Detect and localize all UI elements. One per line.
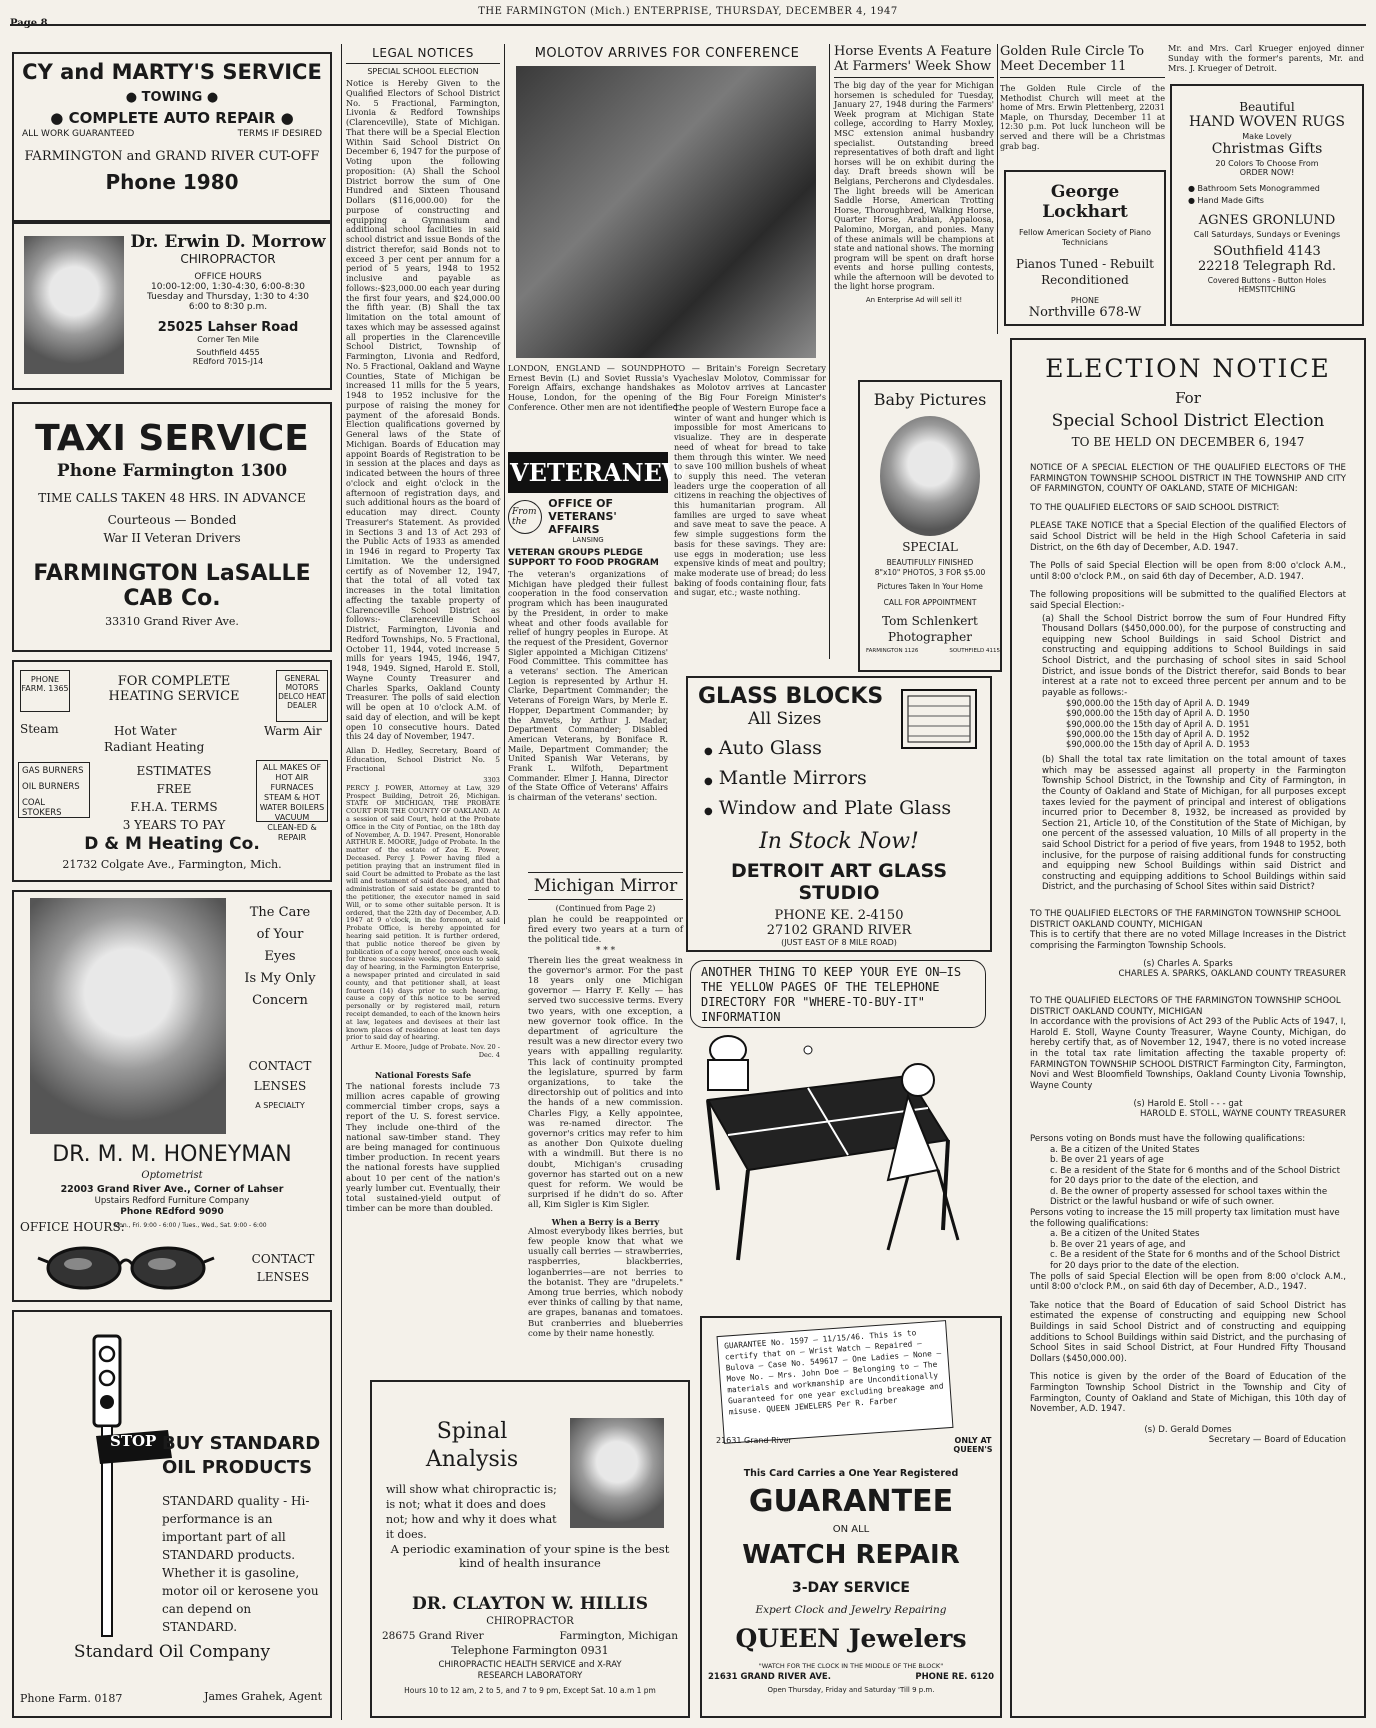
molotov-caption: LONDON, ENGLAND — SOUNDPHOTO — Britain's Foreign Secretary Ernest Bevin (L) and Soviet Russia's Vyacheslav Molotov, Commissar for Foreign Affairs, exchange handshakes as Molotov arrives at Lancaster House, London, for the opening of the Big Four Foreign Minister's Conference. Other men are not identified. xyxy=(508,363,826,412)
honeyman-care-line: of Your xyxy=(256,927,304,942)
election-please: PLEASE TAKE NOTICE that a Special Election of the qualified Electors of said School District will be held in the High School Cafeteria in said District, on the 6th day of December, A.D. 1947. xyxy=(1030,521,1346,553)
taxi-company: FARMINGTON LaSALLE CAB Co. xyxy=(33,561,311,611)
honeyman-hours-label: OFFICE HOURS: xyxy=(20,1220,125,1234)
horse-text: The big day of the year for Michigan horsemen is scheduled for Tuesday, January 27, 1948 during the Farmers' Week program at Michigan State college, according to Harry Moxley, MSC extension animal husbandry specialist. Outstanding breed representatives of both draft and light horses will be on exhibit during the day. Draft breeds shown will be Belgians, Percherons and Clydesdales. The light breeds will be American Saddle Horse, American Trotting Horse, Thoroughbred, Walking Horse, Quarter Horse, Arabian, Appaloosa, Palomino, Morgan, and ponies. Many of these animals will be champions at state and national shows. The morning program will be spent on draft horse events and horse pulling contests, while the afternoon will be devoted to the light horse program. xyxy=(834,80,994,292)
election-special: Special School District Election xyxy=(1051,411,1325,431)
masthead xyxy=(10,6,1366,36)
cy-marty-guaranteed: ALL WORK GUARANTEED xyxy=(22,129,135,139)
golden-rule xyxy=(1000,77,1165,78)
heating-header xyxy=(74,674,274,704)
rugs-title: HAND WOVEN RUGS xyxy=(1188,114,1345,130)
election-oakland-head: TO THE QUALIFIED ELECTORS OF THE FARMINGTON TOWNSHIP SCHOOL DISTRICT OAKLAND COUNTY, MICHIGAN xyxy=(1030,909,1341,930)
honeyman-care-line: The Care xyxy=(249,905,311,920)
rugs-items xyxy=(1188,183,1362,207)
honeyman-upstairs: Upstairs Redford Furniture Company xyxy=(94,1196,250,1206)
baby-photographer: Photographer xyxy=(888,630,972,644)
morrow-hours1: 10:00-12:00, 1:30-4:30, 6:00-8:30 xyxy=(151,282,305,292)
queen-open: Open Thursday, Friday and Saturday 'Till 9 p.m. xyxy=(767,1686,935,1694)
glass-address: 27102 GRAND RIVER xyxy=(766,923,912,938)
election-oakland-text: This is to certify that there are no voted Millage Increases in the District comprising the Farmington Township Schools. xyxy=(1030,930,1346,951)
spinal-title2: Analysis xyxy=(425,1447,519,1472)
rugs-phone: SOuthfield 4143 xyxy=(1213,244,1321,259)
sparks-signature: (s) Charles A. Sparks xyxy=(1143,959,1233,970)
morrow-name: Dr. Erwin D. Morrow xyxy=(130,232,326,252)
queen-day: 3-DAY SERVICE xyxy=(792,1580,910,1596)
hillis-portrait xyxy=(570,1418,664,1528)
legal-header-rule xyxy=(346,63,500,64)
honeyman-specialty: A SPECIALTY xyxy=(255,1101,305,1110)
spinal-analysis-ad xyxy=(370,1380,690,1718)
heating-address: 21732 Colgate Ave., Farmington, Mich. xyxy=(62,858,282,871)
baby-title: Baby Pictures xyxy=(873,390,987,409)
rugs-make: Make Lovely xyxy=(1242,132,1292,141)
domes-signature: (s) D. Gerald Domes xyxy=(1144,1424,1232,1435)
queen-name: QUEEN Jewelers xyxy=(735,1624,967,1653)
spinal-title xyxy=(392,1418,552,1474)
veteranews-office-row xyxy=(508,497,668,536)
glass-block-icon xyxy=(900,688,978,750)
veteranews-lansing: LANSING xyxy=(572,536,604,544)
cy-marty-terms: TERMS IF DESIRED xyxy=(237,129,322,139)
heating-left-item: COAL STOKERS xyxy=(22,798,62,818)
glass-company: DETROIT ART GLASS STUDIO xyxy=(730,860,948,904)
election-title: ELECTION NOTICE xyxy=(1045,354,1331,383)
probate-text: PERCY J. POWER, Attorney at Law, 329 Prospect Building, Detroit 26, Michigan. STATE OF MICHIGAN, THE PROBATE COURT FOR THE COUNTY OF OAKLAND. At a session of said Court, held at the Probate Office in the City of Pontiac, on the 18th day of November, A. D. 1947. Present, Honorable ARTHUR E. MOORE, Judge of Probate. In the matter of the estate of Zoa E. Power, Deceased. Percy J. Power having filed a petition praying that an instrument filed in said Court be admitted to Probate as the last will and testament of said deceased, and that administration of said estate be granted to the petitioner, the executor named in said Will, or to some other suitable person. It is ordered, that the 22th day of December, A.D. 1947 at 9 o'clock, in the forenoon, at said Probate Office, is hereby appointed for hearing said petition. It is further ordered, that public notice thereof be given by publication of a copy hereof, once each week, for three successive weeks, previous to said day of hearing, in the Farmington Enterprise, a newspaper printed and circulated in said county, and that petitioner shall, at least fourteen (14) days prior to such hearing, cause a copy of this notice to be served personally or by registered mail, return receipt demanded, to each of the known heirs at law, legatees and devisees at their last known places of residence at least ten days prior to said day of hearing. xyxy=(346,783,500,1042)
election-payment: $90,000.00 the 15th day of April A. D. 1951 xyxy=(1066,718,1250,729)
molotov-headline: MOLOTOV ARRIVES FOR CONFERENCE xyxy=(534,46,800,61)
stoll-signature: (s) Harold E. Stoll - - - gat xyxy=(1133,1099,1243,1110)
cy-marty-title: CY and MARTY'S SERVICE xyxy=(22,60,322,84)
heating-company: D & M Heating Co. xyxy=(84,834,260,854)
column-rule xyxy=(341,44,342,1720)
queen-jewelers-ad xyxy=(700,1316,1002,1718)
hillis-city: Farmington, Michigan xyxy=(559,1630,678,1642)
horse-events-story xyxy=(834,44,994,374)
queen-phone: PHONE RE. 6120 xyxy=(915,1672,994,1682)
rugs-buttons: Covered Buttons - Button Holes xyxy=(1207,276,1327,285)
baby-home: Pictures Taken In Your Home xyxy=(877,582,983,591)
election-payment: $90,000.00 the 15th day of April A. D. 1953 xyxy=(1066,739,1250,750)
spinal-show: will show what chiropractic is; is not; what it does and does not; how and why it does what it does. xyxy=(386,1483,557,1541)
morrow-hours-label: OFFICE HOURS xyxy=(194,272,262,282)
queen-on-all: ON ALL xyxy=(832,1524,870,1535)
election-to: TO THE QUALIFIED ELECTORS OF SAID SCHOOL DISTRICT: xyxy=(1030,502,1280,513)
heating-service: HEATING SERVICE xyxy=(108,689,240,704)
mirror-continued: (Continued from Page 2) xyxy=(555,904,656,913)
mirror-separator: * * * xyxy=(595,945,616,956)
cy-marty-location: FARMINGTON and GRAND RIVER CUT-OFF xyxy=(24,149,320,164)
veteranews-logo: VETERANEWS xyxy=(508,452,668,493)
election-notice-text: NOTICE OF A SPECIAL ELECTION OF THE QUALIFIED ELECTORS OF THE FARMINGTON TOWNSHIP SCHOOL DISTRICT IN THE TOWNSHIP AND CITY OF FARMINGTON, COUNTY OF OAKLAND, STATE OF MICHIGAN: xyxy=(1030,463,1346,495)
rugs-order: ORDER NOW! xyxy=(1239,168,1295,177)
eyeglasses-icon xyxy=(38,1242,214,1292)
morrow-corner: Corner Ten Mile xyxy=(197,335,259,344)
veteranews-from: From the xyxy=(508,500,542,534)
honeyman-contact2 xyxy=(236,1250,330,1286)
honeyman-care xyxy=(232,902,328,1012)
lockhart-phone-label: PHONE xyxy=(1070,296,1100,305)
heating-free: FREE xyxy=(156,782,192,796)
glass-stock: In Stock Now! xyxy=(759,829,919,854)
masthead-line: THE FARMINGTON (Mich.) ENTERPRISE, THURSDAY, DECEMBER 4, 1947 xyxy=(478,6,898,17)
column-rule xyxy=(504,44,505,924)
rugs-colors: 20 Colors To Choose From xyxy=(1215,159,1319,168)
hillis-address: 28675 Grand River xyxy=(382,1630,484,1642)
heating-gm-box: GENERAL MOTORS DELCO HEAT DEALER xyxy=(276,670,328,722)
molotov-photo xyxy=(516,66,816,358)
heating-warm-air: Warm Air xyxy=(264,724,322,738)
glass-title: GLASS BLOCKS xyxy=(698,684,884,709)
rugs-address: 22218 Telegraph Rd. xyxy=(1197,259,1337,274)
heating-years: 3 YEARS TO PAY xyxy=(122,818,226,832)
honeyman-care-line: Concern xyxy=(252,993,308,1008)
cy-marty-repair: ● COMPLETE AUTO REPAIR ● xyxy=(50,109,294,127)
hillis-service: CHIROPRACTIC HEALTH SERVICE and X-RAY RESEARCH LABORATORY xyxy=(438,1660,622,1681)
mill-item: a. Be a citizen of the United States xyxy=(1050,1229,1200,1240)
legal-notices-column xyxy=(346,46,500,1296)
mirror-text: plan he could be reappointed or fired every two years at a turn of the political tide. xyxy=(528,915,683,946)
honeyman-lenses: LENSES xyxy=(253,1079,307,1093)
guarantee-card: GUARANTEE No. 1597 — 11/15/46. This is to certify that on — Wrist Watch — Repaired — Bulova — Case No. 549617 — One Ladies — None — Move No. — Mrs. John Doe — Belonging to — The materials and workmanship are Unconditionally Guaranteed for one year excluding breakage and misuse. QUEEN JEWELERS Per R. Farber xyxy=(717,1320,954,1444)
election-prop-a: (a) Shall the School District borrow the sum of Four Hundred Fifty Thousand Dollars ($450,000.00), for the purpose of constructing and equipping new School Buildings in said School District and constructing and equipping additions to School Buildings in said School District, and the purchasing of school sites in said School District, and issue bonds of the District therefor, said Bonds to bear interest at a rate not to exceed three percent per annum and to be payable as follows:- xyxy=(1042,613,1346,698)
legal-header: LEGAL NOTICES xyxy=(372,46,474,60)
lockhart-ad xyxy=(1004,170,1166,326)
election-payments xyxy=(1066,698,1346,749)
column-rule xyxy=(829,44,830,659)
column-rule xyxy=(997,44,998,334)
honeyman-address: 22003 Grand River Ave., Corner of Lahser xyxy=(60,1184,284,1195)
honeyman-care-line: Is My Only xyxy=(244,971,316,986)
spinal-title1: Spinal xyxy=(436,1419,508,1444)
cy-marty-towing: ● TOWING ● xyxy=(125,90,219,105)
rugs-item: ● Bathroom Sets Monogrammed xyxy=(1188,183,1362,195)
rugs-item: ● Hand Made Gifts xyxy=(1188,195,1362,207)
veteranews-story xyxy=(508,452,707,922)
mill-list xyxy=(1050,1229,1346,1271)
bonds-item: b. Be over 21 years of age xyxy=(1050,1155,1164,1166)
legal-signature: Allan D. Hedley, Secretary, Board of Education, School District No. 5 Fractional xyxy=(346,746,500,773)
heating-left-list xyxy=(18,762,90,818)
veteranews-office: OFFICE OF VETERANS' AFFAIRS xyxy=(548,497,617,536)
queen-carries: This Card Carries a One Year Registered xyxy=(743,1468,959,1479)
forests-text: The national forests include 73 million acres capable of growing commercial timber crops, says a report of the U. S. forest service. They include one-third of the national saw-timber stand. They are being managed for continuous timber production. In recent years the national forests have supplied about 10 per cent of the nation's yearly lumber cut. Eventually, their total sustained-yield output of timber can be more than doubled. xyxy=(346,1081,500,1215)
heating-estimates: ESTIMATES xyxy=(136,764,212,778)
baby-name: Tom Schlenkert xyxy=(882,614,978,628)
forests-title: National Forests Safe xyxy=(374,1069,472,1080)
domes-title: Secretary — Board of Education xyxy=(1208,1434,1346,1445)
hillis-name: DR. CLAYTON W. HILLIS xyxy=(411,1594,649,1614)
queen-watch-repair: WATCH REPAIR xyxy=(742,1540,960,1570)
morrow-ad xyxy=(12,222,332,390)
queen-address: 21631 GRAND RIVER AVE. xyxy=(708,1672,831,1682)
morrow-hours2: Tuesday and Thursday, 1:30 to 4:30 xyxy=(146,292,310,302)
horse-tagline: An Enterprise Ad will sell it! xyxy=(865,296,963,305)
bonds-head: Persons voting on Bonds must have the following qualifications: xyxy=(1030,1133,1306,1144)
election-payment: $90,000.00 the 15th day of April A. D. 1950 xyxy=(1066,708,1250,719)
morrow-address: 25025 Lahser Road xyxy=(157,320,299,335)
lockhart-society: Fellow American Society of Piano Technicians xyxy=(1018,228,1152,247)
rugs-beautiful: Beautiful xyxy=(1239,100,1295,114)
veteranews-headline: VETERAN GROUPS PLEDGE SUPPORT TO FOOD PROGRAM xyxy=(508,548,659,568)
queen-watch-clock: "WATCH FOR THE CLOCK IN THE MIDDLE OF THE BLOCK" xyxy=(758,1662,944,1670)
honeyman-contact2-text: CONTACT xyxy=(251,1252,315,1266)
bonds-list xyxy=(1050,1145,1346,1209)
mill-item: c. Be a resident of the State for 6 months and of the School District for 20 days prior to the date of the election. xyxy=(1050,1250,1340,1272)
stoll-title: HAROLD E. STOLL, WAYNE COUNTY TREASURER xyxy=(1139,1109,1346,1120)
hillis-title: CHIROPRACTOR xyxy=(486,1616,574,1627)
probate-signature: Arthur E. Moore, Judge of Probate. Nov. 20 - Dec. 4 xyxy=(350,1043,500,1059)
golden-rule-story xyxy=(1000,44,1165,164)
rugs-hem: HEMSTITCHING xyxy=(1238,285,1296,294)
queen-guarantee: GUARANTEE xyxy=(748,1484,954,1519)
standard-company: Standard Oil Company xyxy=(73,1642,271,1662)
taxi-ad xyxy=(12,402,332,652)
standard-oil-ad xyxy=(12,1310,332,1718)
michigan-mirror-story xyxy=(528,872,683,1360)
honeyman-lenses2-text: LENSES xyxy=(256,1270,310,1284)
morrow-text xyxy=(129,232,327,366)
honeyman-care-line: Eyes xyxy=(264,949,296,964)
heating-hot-water: Hot Water xyxy=(114,724,177,738)
masthead-rule xyxy=(10,24,1366,26)
bonds-item: c. Be a resident of the State for 6 months and of the School District for 20 days prior to the date of the election, and xyxy=(1050,1165,1340,1187)
morrow-portrait xyxy=(24,236,124,374)
hillis-hours: Hours 10 to 12 am, 2 to 5, and 7 to 9 pm, Except Sat. 10 a.m 1 pm xyxy=(404,1686,656,1695)
standard-phone: Phone Farm. 0187 xyxy=(20,1692,123,1705)
hand-woven-rugs-ad xyxy=(1170,84,1364,326)
baby-photos: 8"x10" PHOTOS, 3 FOR $5.00 xyxy=(874,568,986,577)
standard-body: STANDARD quality - Hi-performance is an important part of all STANDARD products. Whether it is gasoline, motor oil or kerosene you can depend on STANDARD. xyxy=(162,1494,319,1634)
taxi-drivers: War II Veteran Drivers xyxy=(103,531,241,545)
taxi-address: 33310 Grand River Ave. xyxy=(105,615,239,628)
spinal-periodic: A periodic examination of your spine is the best kind of health insurance xyxy=(390,1542,670,1570)
election-for: For xyxy=(1175,389,1201,407)
glass-item: ● Mantle Mirrors xyxy=(704,767,867,789)
election-payment: $90,000.00 the 15th day of April A. D. 1952 xyxy=(1066,728,1250,739)
mirror-title: Michigan Mirror xyxy=(528,872,683,900)
heating-center xyxy=(94,762,254,834)
morrow-title: CHIROPRACTOR xyxy=(180,252,276,266)
berry-title: When a Berry is a Berry xyxy=(551,1216,660,1227)
rugs-call: Call Saturdays, Sundays or Evenings xyxy=(1193,230,1341,239)
honeyman-portrait xyxy=(30,898,226,1134)
taxi-title: TAXI SERVICE xyxy=(35,418,309,459)
heating-left-item: OIL BURNERS xyxy=(22,782,80,792)
standard-agent: James Grahek, Agent xyxy=(204,1690,322,1703)
hillis-phone: Telephone Farmington 0931 xyxy=(451,1644,609,1657)
taxi-phone: Phone Farmington 1300 xyxy=(56,461,288,481)
baby-pictures-ad xyxy=(858,380,1002,672)
yellow-pages-cartoon xyxy=(688,958,988,1284)
baby-phone-left: FARMINGTON 1126 xyxy=(866,648,919,654)
glass-sizes: All Sizes xyxy=(748,709,822,729)
baby-special: SPECIAL xyxy=(902,540,958,554)
election-payment: $90,000.00 the 15th day of April A. D. 1949 xyxy=(1066,698,1250,709)
cy-marty-terms-row xyxy=(22,129,322,139)
veteranews-text: The veteran's organizations of Michigan have pledged their fullest cooperation in the food conservation program which has been inaugurated by the President, in order to make wheat and other foods available for relief of hungry peoples in Europe. At the request of the President, Governor Sigler appointed a Michigan Citizens' Food Committee. This committee has a veterans' section. The American Legion is represented by Arthur H. Clarke, Department Commander; the Veterans of Foreign Wars, by Merle E. Hopper, Department Commander; by the Amvets, by Arthur J. Madar, Department Commander; Disabled American Veterans, by Boniface R. Maile, Department Commander; the United Spanish War Veterans, by Frank L. Wilfoth, Department Commander. Elmer J. Hanna, Director of the State Office of Veterans' Affairs is chairman of the veterans' section. xyxy=(508,569,668,803)
election-following: The following propositions will be submitted to the qualified Electors at said Special Election:- xyxy=(1030,590,1346,611)
golden-headline: Golden Rule Circle To Meet December 11 xyxy=(1000,44,1145,74)
glass-item: ● Window and Plate Glass xyxy=(704,797,952,819)
election-held: TO BE HELD ON DECEMBER 6, 1947 xyxy=(1071,435,1305,449)
heating-right-list: ALL MAKES OF HOT AIR FURNACES STEAM & HOT WATER BOILERS VACUUM CLEAN-ED & REPAIR xyxy=(256,760,328,822)
heating-ad xyxy=(12,660,332,882)
krueger-item: Mr. and Mrs. Carl Krueger enjoyed dinner Sunday with the former's parents, Mr. and Mrs. J. Krueger of Detroit. xyxy=(1168,43,1364,73)
cy-marty-phone: Phone 1980 xyxy=(105,170,239,194)
baby-finished: BEAUTIFULLY FINISHED xyxy=(886,558,974,567)
sparks-title: CHARLES A. SPARKS, OAKLAND COUNTY TREASURER xyxy=(1118,969,1346,980)
ping-pong-cartoon-icon xyxy=(688,1030,988,1282)
taxi-courteous: Courteous — Bonded xyxy=(107,513,237,527)
glass-east: (JUST EAST OF 8 MILE ROAD) xyxy=(781,938,897,947)
rugs-gifts: Christmas Gifts xyxy=(1211,141,1323,157)
lockhart-tuned: Pianos Tuned - Rebuilt Reconditioned xyxy=(1016,257,1154,287)
baby-photo xyxy=(880,416,980,536)
probate-number: 3303 xyxy=(483,776,500,784)
election-wayne-head: TO THE QUALIFIED ELECTORS OF THE FARMINGTON TOWNSHIP SCHOOL DISTRICT OAKLAND COUNTY, MICHIGAN xyxy=(1030,995,1341,1017)
honeyman-ad xyxy=(12,890,332,1302)
honeyman-contact-block xyxy=(232,1056,328,1116)
election-wayne-text: In accordance with the provisions of Act 293 of the Public Acts of 1947, I, Harold E. Stoll, Wayne County Treasurer, Wayne County, Michigan, do hereby certify that, as of November 12, 1947, there is no voted increase in the total tax rate limitation affecting the taxable property of: FARMINGTON TOWNSHIP SCHOOL DISTRICT Farmington City, Farmington, Novi and West Bloomfield Townships, Oakland County Livonia Township, Wayne County xyxy=(1030,1017,1346,1091)
cy-marty-ad xyxy=(12,52,332,222)
mirror-text2: Therein lies the great weakness in the governor's armor. For the past 18 years only one Michigan governor — Harry F. Kelly — has served two successive terms. Every two years, with one exception, a new governor took office. In the department of agriculture the result was a new director every two years with appalling regularity. This lack of continuity prompted the legislature, spurred by farm organizations, to take the directorship out of politics and into the hands of a new commission. Charles Figy, a Kelly appointee, was re-named director. The governor's critics may refer to him as another Don Quixote dueling with a windmill. But there is no doubt, Michigan's crusading governor has started out on a new quest for reform. We would be surprised if he didn't do so. After all, Kim Sigler is Kim Sigler. xyxy=(528,955,683,1211)
election-polls2: The polls of said Special Election will be open from 8:00 o'clock A.M., until 8:00 o'clock P.M., on said 6th day of December, A.D., 1947. xyxy=(1030,1271,1346,1293)
election-prop-b: (b) Shall the total tax rate limitation on the total amount of taxes which may be assessed against all property in the Farmington Township School District, in the Township and City of Farmington, in the County of Oakland and State of Michigan, for all purposes except taxes levied for the payment of principal and interest of obligations incurred prior to December 8, 1932, be increased as provided by Section 21, Article 10, of the Constitution of the State of Michigan, by one percent of the assessed valuation, 10 Mills of all property in the said School District for a period of five years, from 1948 to 1952, both inclusive, for the purpose of raising additional funds for constructing and equipping new School Buildings within said District and constructing and equipping additions to School Buildings within said District, and the purchasing of School Sites within said District? xyxy=(1042,755,1346,893)
honeyman-hours-detail: Mon., Fri. 9:00 - 6:00 / Tues., Wed., Sat. 9:00 - 6:00 xyxy=(114,1222,267,1229)
heating-phone-box: PHONE FARM. 1365 xyxy=(20,670,70,712)
legal-subheader: SPECIAL SCHOOL ELECTION xyxy=(367,67,479,76)
glass-phone: PHONE KE. 2-4150 xyxy=(774,908,904,923)
election-given: This notice is given by the order of the Board of Education of the Farmington Township School District in the Township and City of Farmington, County of Oakland and State of Michigan, this 10th day of November, A.D. 1947. xyxy=(1030,1372,1346,1415)
morrow-phone2: REdford 7015-J14 xyxy=(192,357,264,366)
baby-phone-right: SOUTHFIELD 4115 xyxy=(949,648,1000,654)
taxi-calls: TIME CALLS TAKEN 48 HRS. IN ADVANCE xyxy=(38,491,306,505)
election-take: Take notice that the Board of Education of said School District has estimated the expense of constructing and equipping new School Buildings in said School District and of constructing and equipping additions to School Buildings within said District, and the purchasing of School Sites in said School District, at Four Hundred Fifty Thousand Dollars ($450,000.00). xyxy=(1030,1300,1346,1364)
election-notice xyxy=(1010,338,1366,1718)
honeyman-name: DR. M. M. HONEYMAN xyxy=(52,1142,292,1167)
horse-headline: Horse Events A Feature At Farmers' Week Show xyxy=(834,44,992,74)
queen-expert: Expert Clock and Jewelry Repairing xyxy=(755,1604,947,1616)
mill-item: b. Be over 21 years of age, and xyxy=(1050,1239,1186,1250)
honeyman-contact: CONTACT xyxy=(248,1059,312,1073)
mill-head: Persons voting to increase the 15 mill property tax limitation must have the following qualifications: xyxy=(1030,1208,1340,1229)
horse-rule xyxy=(834,77,994,78)
morrow-hours3: 6:00 to 8:30 p.m. xyxy=(188,302,268,312)
guarantee-card-address: 21631 Grand River xyxy=(716,1436,792,1445)
standard-headline: BUY STANDARD OIL PRODUCTS xyxy=(162,1433,321,1478)
election-polls: The Polls of said Special Election will be open from 8:00 o'clock A.M., until 8:00 o'clock P.M., on said 6th day of December, A.D. 1947. xyxy=(1030,561,1346,582)
legal-notice-text: Notice is Hereby Given to the Qualified Electors of School District No. 5 Fractional, Farmington, Livonia & Redford Townships (Clarenceville), State of Michigan. That there will be a Special Election Within Said School District On December 6, 1947 for the purpose of Voting upon the following proposition: (A) Shall the School District borrow the sum of One Hundred and Sixteen Thousand Dollars ($116,000.00) for the purpose of constructing and equipping a Gymnasium and additional school facilities in said school district and issue Bonds of the district therefor, said Bonds not to exceed 3 per cent per annum for a period of 5 years, 1948 to 1952 inclusive and payable as follows:-$23,000.00 each year during the first four years, and $24,000.00 the fifth year. (B) Shall the tax limitation on the total amount of taxes which may be assessed against all properties in the Clarenceville School District, Township of Farmington, Livonia and Redford, No. 5 Fractional, Oakland and Wayne Counties, State of Michigan be increased 11 mills for the 5 years, 1948 to 1952 inclusive for the purpose of raising the money for payment of the aforesaid Bonds. Election qualifications governed by General laws of the State of Michigan. Boards of Education may appoint Boards of Registration to be in session at the places and days as indicated between the hours of three o'clock and eight o'clock in the afternoon of registration days, and such additional hours as the board of education may direct. County Treasurer's Statement. As provided in Sections 3 and 13 of Act 293 of the Public Acts of 1933 as amended in 1946 in regard to Property Tax Limitation. We the undersigned certify as of November 12, 1947, that the total of all voted tax increases in the total limitation affecting the taxable property of Clarenceville School District as follows:- Clarenceville School District, Farmington, Livonia and Redford Townships, No. 5 Fractional, October 11, 1944, voted increase 5 mills for years 1945, 1946, 1947, 1948, 1949. Signed, Harold E. Stoll, Wayne County Treasurer and Charles Sparks, Oakland County Treasurer. The polls of said election will be open at 10 o'clock A.M. of said day of election, and will be kept open 10 consecutive hours. Dated this 24 day of November, 1947. xyxy=(346,78,500,742)
glass-blocks-ad xyxy=(686,676,992,952)
queen-only: ONLY AT QUEEN'S xyxy=(953,1436,993,1454)
veteranews-text2: The people of Western Europe face a winter of want and hunger which is impossible for most Americans to visualize. They are in desperate need of wheat for bread to take them through this winter. We need to save 100 million bushels of wheat to supply this need. The veteran leaders urge the cooperation of all citizens in reaching the objectives of this humanitarian program. All families are urged to save wheat and save meat to save the peace. A few simple suggestions form the basis for these savings. They are: use eggs in moderation; use less expensive kinds of meat and poultry; make moderate use of bread; do less baking of foods containing flour, fats and sugar, etc.; waste nothing. xyxy=(674,403,826,598)
glass-item: ● Auto Glass xyxy=(704,737,822,759)
golden-text: The Golden Rule Circle of the Methodist Church will meet at the home of Mrs. Erwin Plettenberg, 22031 Maple, on Thursday, December 11 at 12:30 p.m. Pot luck luncheon will be served and there will be a Christmas grab bag. xyxy=(1000,83,1165,151)
honeyman-title: Optometrist xyxy=(141,1170,203,1181)
bonds-item: a. Be a citizen of the United States xyxy=(1050,1144,1200,1155)
heating-left-item: GAS BURNERS xyxy=(22,766,84,776)
stop-label: STOP xyxy=(110,1432,157,1450)
heating-for-complete: FOR COMPLETE xyxy=(117,674,231,689)
berry-text: Almost everybody likes berries, but few people know that what we usually call berries — strawberries, raspberries, blackberries, loganberries—are not berries to the botanist. They are "drupelets." Among true berries, which nobody ever thinks of calling by that name, are grapes, bananas and tomatoes. But cranberries and blueberries come by their name honestly. xyxy=(528,1226,683,1339)
heating-fha: F.H.A. TERMS xyxy=(130,800,218,814)
heating-steam: Steam xyxy=(20,722,59,736)
heating-radiant: Radiant Heating xyxy=(104,740,205,754)
baby-call: CALL FOR APPOINTMENT xyxy=(883,598,977,607)
morrow-phone1: Southfield 4455 xyxy=(196,348,260,357)
honeyman-phone: Phone REdford 9090 xyxy=(120,1207,224,1217)
lockhart-name: George Lockhart xyxy=(1042,182,1128,222)
bonds-item: d. Be the owner of property assessed for school taxes within the District or the lawful husband or wife of such owner. xyxy=(1050,1186,1328,1208)
molotov-story xyxy=(508,46,826,412)
cartoon-caption: ANOTHER THING TO KEEP YOUR EYE ON—IS THE YELLOW PAGES OF THE TELEPHONE DIRECTORY FOR "WHERE-TO-BUY-IT" INFORMATION xyxy=(690,960,986,1028)
lockhart-phone: Northville 678-W xyxy=(1028,305,1142,320)
rugs-name: AGNES GRONLUND xyxy=(1198,213,1336,228)
